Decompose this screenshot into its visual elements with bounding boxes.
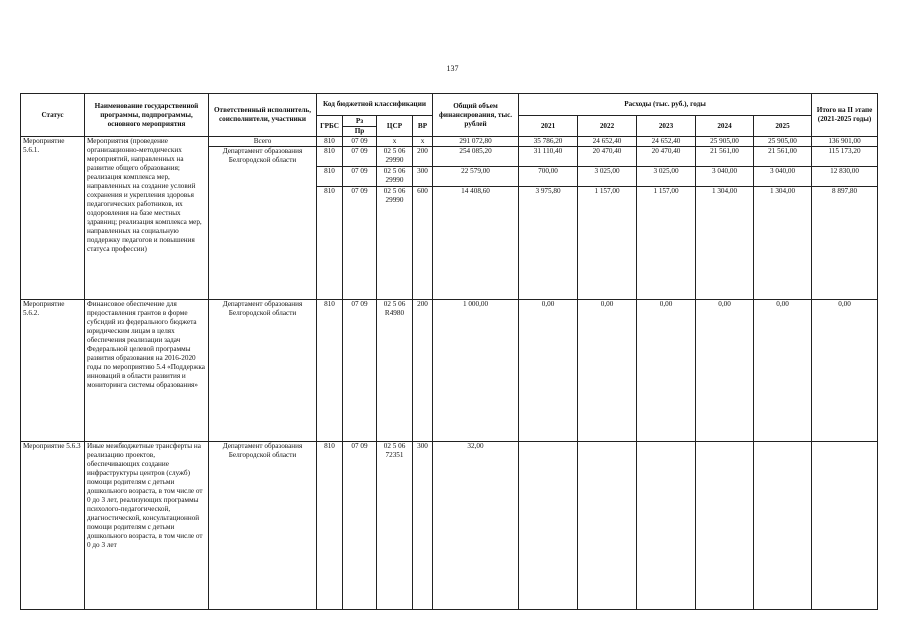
row1-l3-2024: 1 304,00: [696, 187, 754, 300]
row1-total-label: Всего: [209, 137, 317, 147]
row1-l2-2024: 3 040,00: [696, 167, 754, 187]
row1-l3-vr: 600: [413, 187, 433, 300]
row1-l2-rzpr: 07 09: [343, 167, 377, 187]
header-2024: 2024: [696, 116, 754, 137]
table-row: [21, 442, 878, 610]
header-pr: Пр: [343, 127, 377, 137]
row1-l0-grbs: 810: [317, 137, 343, 147]
header-stage-total: Итого на II этапе (2021-2025 годы): [812, 94, 878, 137]
row1-l2-2021: 700,00: [519, 167, 578, 187]
row3-stage: [812, 442, 878, 610]
row1-l1-2023: 20 470,40: [637, 147, 696, 167]
row1-l3-total: 14 408,60: [433, 187, 519, 300]
row1-l2-2023: 3 025,00: [637, 167, 696, 187]
row1-responsible: Департамент образования Белгородской области: [209, 147, 317, 300]
row2-responsible: Департамент образования Белгородской области: [209, 300, 317, 442]
row3-2022: [578, 442, 637, 610]
row1-l3-grbs: 810: [317, 187, 343, 300]
header-vr: ВР: [413, 116, 433, 137]
row1-l2-total: 22 579,00: [433, 167, 519, 187]
row3-status: Мероприятие 5.6.3: [21, 442, 85, 610]
row1-l2-2025: 3 040,00: [754, 167, 812, 187]
row1-name: Мероприятия (проведение организационно-методических мероприятий, направленных на развитие общего образования; реализация комплекса мер, направленных на создание условий сохранения и укрепления здоровья педагогических работников, их оздоровления на базе местных здравниц; реализация комплекса мер, направленных на социальную поддержку педагогов и повышения статуса профессии): [85, 137, 209, 300]
row3-rzpr: 07 09: [343, 442, 377, 610]
row3-grbs: 810: [317, 442, 343, 610]
row1-l1-vr: 200: [413, 147, 433, 167]
row2-2021: 0,00: [519, 300, 578, 442]
header-grbs: ГРБС: [317, 116, 343, 137]
row1-l1-2022: 20 470,40: [578, 147, 637, 167]
header-rz: Рз: [343, 116, 377, 127]
header-budget-code: Код бюджетной классификации: [317, 94, 433, 116]
row1-l1-total: 254 085,20: [433, 147, 519, 167]
row1-l3-csr: 02 5 06 29990: [377, 187, 413, 300]
row1-l2-vr: 300: [413, 167, 433, 187]
row1-l3-2022: 1 157,00: [578, 187, 637, 300]
row1-l0-vr: x: [413, 137, 433, 147]
row1-l2-stage: 12 830,00: [812, 167, 878, 187]
header-csr: ЦСР: [377, 116, 413, 137]
row3-csr: 02 5 06 72351: [377, 442, 413, 610]
row2-stage: 0,00: [812, 300, 878, 442]
header-total: Общий объем финансирования, тыс. рублей: [433, 94, 519, 137]
header-2023: 2023: [637, 116, 696, 137]
row1-l1-stage: 115 173,20: [812, 147, 878, 167]
row2-2025: 0,00: [754, 300, 812, 442]
row3-vr: 300: [413, 442, 433, 610]
row2-status: Мероприятие 5.6.2.: [21, 300, 85, 442]
header-status: Статус: [21, 94, 85, 137]
row1-l2-grbs: 810: [317, 167, 343, 187]
row2-name: Финансовое обеспечение для предоставления грантов в форме субсидий из федерального бюджета юридическим лицам в целях обеспечения реализации задач Федеральной целевой программы развития образования на 2016-2020 годы по мероприятию 5.4 «Поддержка инноваций в области развития и мониторинга системы образования»: [85, 300, 209, 442]
row1-l0-2021: 35 786,20: [519, 137, 578, 147]
row1-l3-stage: 8 897,80: [812, 187, 878, 300]
row2-rzpr: 07 09: [343, 300, 377, 442]
row3-2025: [754, 442, 812, 610]
row1-l1-2021: 31 110,40: [519, 147, 578, 167]
row2-2023: 0,00: [637, 300, 696, 442]
row1-l3-2023: 1 157,00: [637, 187, 696, 300]
row2-2024: 0,00: [696, 300, 754, 442]
page-number: 137: [446, 64, 459, 73]
row2-grbs: 810: [317, 300, 343, 442]
header-2021: 2021: [519, 116, 578, 137]
row3-total: 32,00: [433, 442, 519, 610]
row1-l3-rzpr: 07 09: [343, 187, 377, 300]
row3-2021: [519, 442, 578, 610]
header-2025: 2025: [754, 116, 812, 137]
row1-l0-2023: 24 652,40: [637, 137, 696, 147]
header-name: Наименование государственной программы, подпрограммы, основного мероприятия: [85, 94, 209, 137]
row2-2022: 0,00: [578, 300, 637, 442]
row1-status: Мероприятие 5.6.1.: [21, 137, 85, 300]
row1-l3-2025: 1 304,00: [754, 187, 812, 300]
row1-l0-2024: 25 905,00: [696, 137, 754, 147]
row2-csr: 02 5 06 R4980: [377, 300, 413, 442]
header-expenses: Расходы (тыс. руб.), годы: [519, 94, 812, 116]
row3-2023: [637, 442, 696, 610]
budget-table: [20, 93, 878, 610]
row1-l1-grbs: 810: [317, 147, 343, 167]
row1-l0-stage: 136 901,00: [812, 137, 878, 147]
header-2022: 2022: [578, 116, 637, 137]
row1-l1-2025: 21 561,00: [754, 147, 812, 167]
row1-l3-2021: 3 975,80: [519, 187, 578, 300]
row1-l0-csr: x: [377, 137, 413, 147]
row3-name: Иные межбюджетные трансферты на реализацию проектов, обеспечивающих создание инфраструктуры центров (служб) помощи родителям с детьми дошкольного возраста, в том числе от 0 до 3 лет, реализующих программы психолого-педагогической, диагностической, консультационной помощи родителям с детьми дошкольного возраста, в том числе от 0 до 3 лет: [85, 442, 209, 610]
row3-2024: [696, 442, 754, 610]
header-responsible: Ответственный исполнитель, соисполнители, участники: [209, 94, 317, 137]
table-row: [21, 137, 878, 147]
row1-l0-2022: 24 652,40: [578, 137, 637, 147]
row1-l1-csr: 02 5 06 29990: [377, 147, 413, 167]
row1-l1-2024: 21 561,00: [696, 147, 754, 167]
row3-responsible: Департамент образования Белгородской области: [209, 442, 317, 610]
row2-vr: 200: [413, 300, 433, 442]
row1-l0-rzpr: 07 09: [343, 137, 377, 147]
row1-l2-2022: 3 025,00: [578, 167, 637, 187]
row1-l1-rzpr: 07 09: [343, 147, 377, 167]
table-row: [21, 300, 878, 442]
row1-l2-csr: 02 5 06 29990: [377, 167, 413, 187]
row1-l0-total: 291 072,80: [433, 137, 519, 147]
row2-total: 1 000,00: [433, 300, 519, 442]
row1-l0-2025: 25 905,00: [754, 137, 812, 147]
